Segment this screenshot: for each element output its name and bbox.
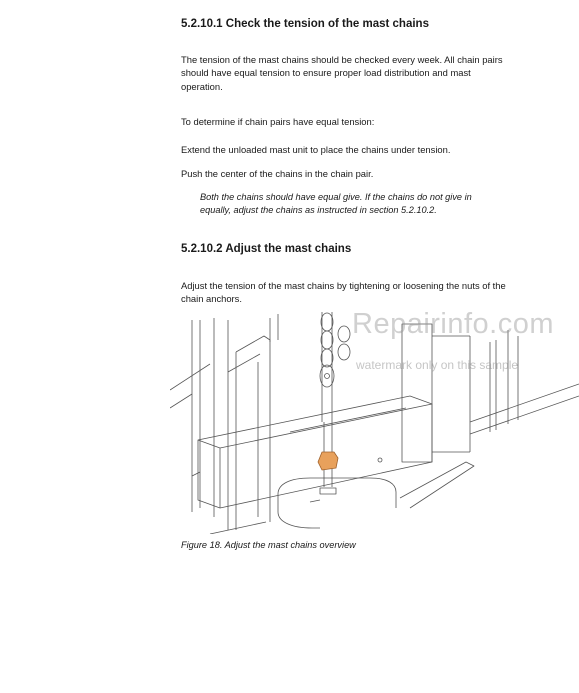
paragraph-intro-line-1: The tension of the mast chains should be checked every week. All chain pairs <box>181 54 503 65</box>
step-extend-mast: Extend the unloaded mast unit to place the chains under tension. <box>181 144 451 155</box>
watermark-notice: watermark only on this sample <box>356 358 519 372</box>
watermark-brand: Repairinfo.com <box>352 308 555 340</box>
step-push-chains: Push the center of the chains in the chain pair. <box>181 168 374 179</box>
paragraph-determine: To determine if chain pairs have equal tension: <box>181 116 375 127</box>
mast-chain <box>320 312 350 422</box>
paragraph-intro-line-3: operation. <box>181 80 223 92</box>
chain-anchor-crossbar <box>198 396 432 508</box>
left-mast-upright <box>192 318 270 530</box>
lower-cylinder-housing <box>278 462 474 528</box>
paragraph-intro-line-2: should have equal tension to ensure proper load distribution and mast <box>181 67 471 79</box>
paragraph-adjust <box>181 279 546 306</box>
paragraph-adjust-line-1: Adjust the tension of the mast chains by tightening or loosening the nuts of the <box>181 280 506 291</box>
figure-caption: Figure 18. Adjust the mast chains overview <box>181 540 356 550</box>
note-line-2: equally, adjust the chains as instructed in section 5.2.10.2. <box>200 205 437 216</box>
base-frame-lines <box>170 364 266 534</box>
mast-chains-illustration <box>170 312 579 534</box>
section-heading-check-tension: 5.2.10.1 Check the tension of the mast chains <box>181 18 429 30</box>
note-equal-give <box>200 191 530 218</box>
note-line-1: Both the chains should have equal give. If the chains do not give in <box>200 192 472 202</box>
paragraph-adjust-line-2: chain anchors. <box>181 293 242 305</box>
section-heading-adjust-chains: 5.2.10.2 Adjust the mast chains <box>181 243 352 255</box>
paragraph-intro <box>181 53 546 93</box>
